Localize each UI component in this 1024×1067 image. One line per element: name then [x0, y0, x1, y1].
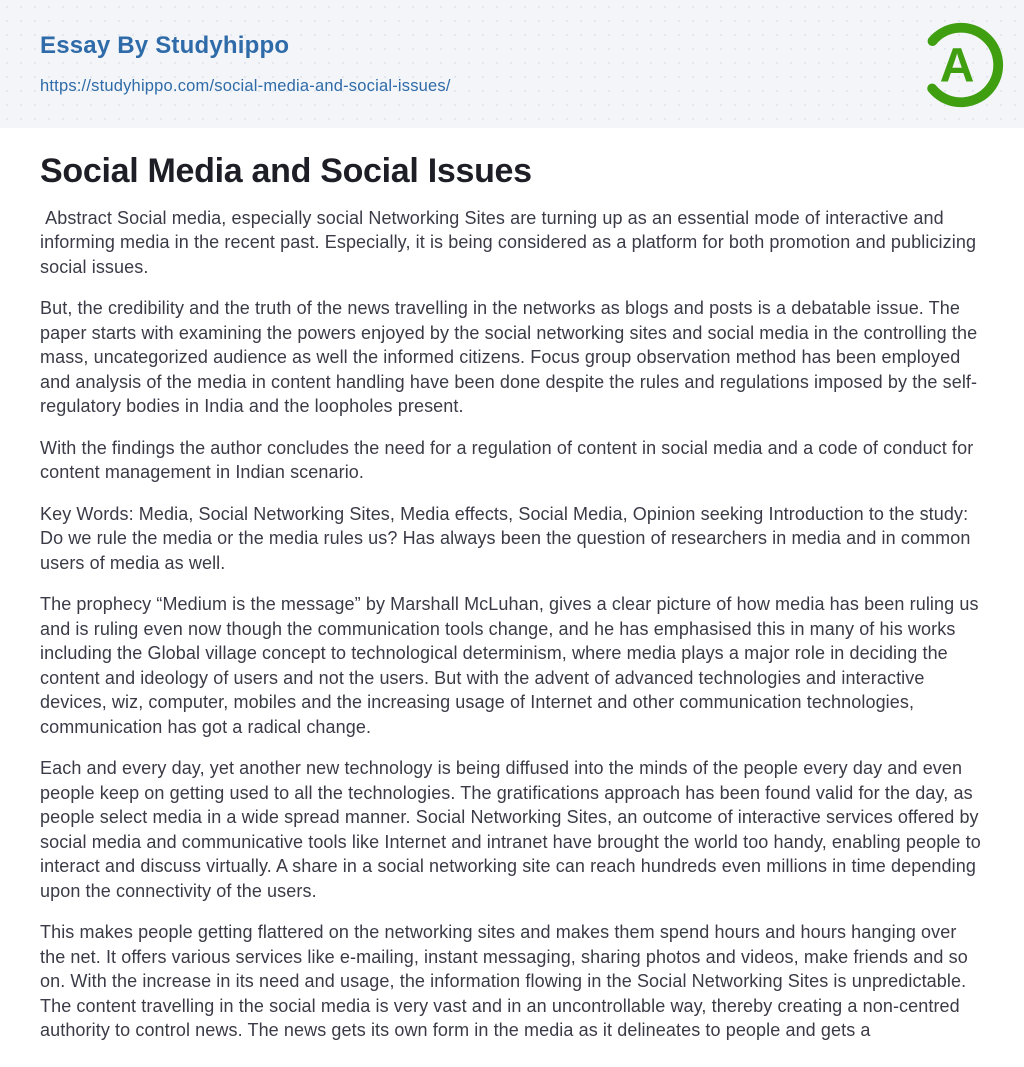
logo-letter: A [939, 39, 975, 93]
paragraph-mcluhan: The prophecy “Medium is the message” by Marshall McLuhan, gives a clear picture of how media has been ruling us and is ruling even now though the communication tools change, and he has emphasised this in many of his works including the Global village concept to technological determinism, where media plays a major role in deciding the content and ideology of users and not the users. But with the advent of advanced technologies and interactive devices, wiz, computer, mobiles and the increasing usage of Internet and other communication technologies, communication has got a radical change. [40, 594, 984, 737]
studyhippo-logo [914, 18, 1008, 112]
paragraph-findings: With the findings the author concludes the need for a regulation of content in social media and a code of conduct for content management in Indian scenario. [40, 437, 979, 483]
paragraph-keywords: Key Words: Media, Social Networking Sites, Media effects, Social Media, Opinion seeking Introduction to the study: Do we rule the media or the media rules us? Has always been the question of researchers in media and in common users of media as well. [40, 503, 976, 573]
article-body [0, 128, 1024, 1043]
article-title: Social Media and Social Issues [40, 152, 532, 190]
paragraph-abstract: Abstract Social media, especially social Networking Sites are turning up as an essential mode of interactive and informing media in the recent past. Especially, it is being considered as a platform for both promotion and publicizing social issues. [40, 207, 982, 277]
logo-circle-icon [914, 18, 1008, 112]
paragraph-technology: Each and every day, yet another new technology is being diffused into the minds of the people every day and even people keep on getting used to all the technologies. The gratifications approach has been found valid for the day, as people select media in a wide spread manner. Social Networking Sites, an outcome of interactive services offered by social media and communicative tools like Internet and intranet have brought the world too handy, enabling people to interact and discuss virtually. A share in a social networking site can reach hundreds even millions in time depending upon the connectivity of the users. [40, 758, 986, 901]
paragraph-networking: This makes people getting flattered on the networking sites and makes them spend hours and hours hanging over the net. It offers various services like e-mailing, instant messaging, sharing photos and videos, make friends and so on. With the increase in its need and usage, the information flowing in the Social Networking Sites is unpredictable. The content travelling in the social media is very vast and in an uncontrollable way, thereby creating a non-centred authority to control news. The news gets its own form in the media as it delineates to people and gets a [40, 922, 973, 1041]
paragraph-credibility: But, the credibility and the truth of the news travelling in the networks as blogs and posts is a debatable issue. The paper starts with examining the powers enjoyed by the social networking sites and social media in the controlling the mass, uncategorized audience as well the informed citizens. Focus group observation method has been employed and analysis of the media in content handling have been done despite the rules and regulations imposed by the self-regulatory bodies in India and the loopholes present. [40, 298, 983, 417]
site-title: Essay By Studyhippo [40, 32, 290, 59]
page-header [0, 0, 1024, 128]
page-url-link[interactable]: https://studyhippo.com/social-media-and-social-issues/ [40, 76, 451, 95]
